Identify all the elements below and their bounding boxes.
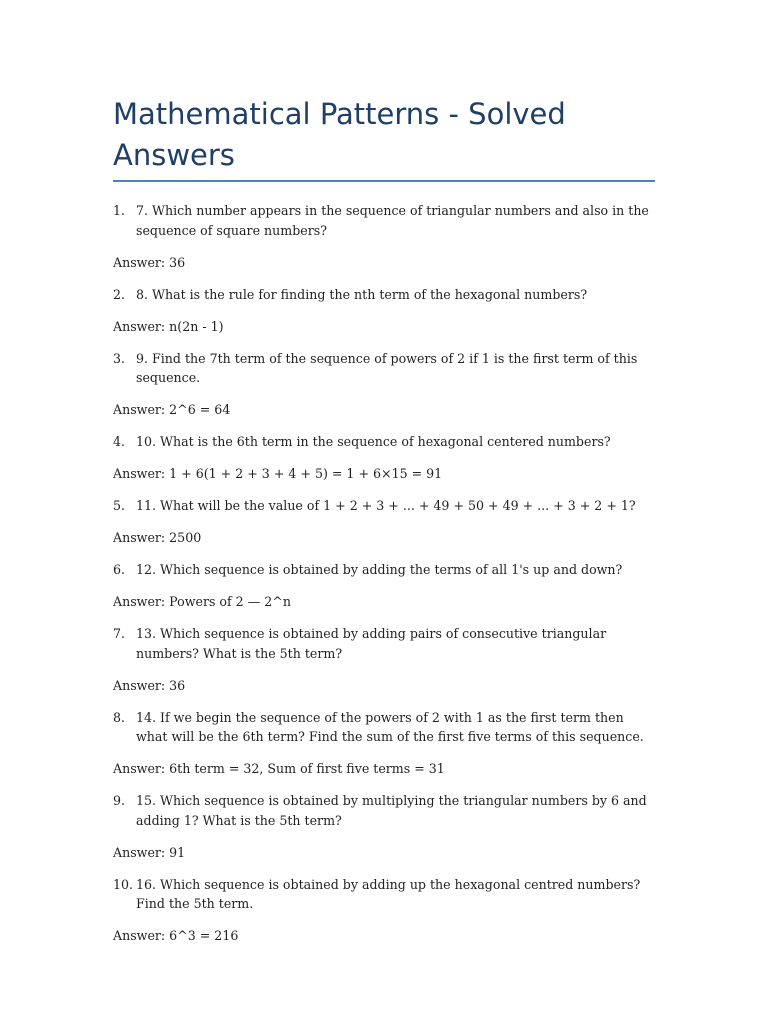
question-item-9 [113,791,658,830]
question-item-5 [113,496,658,516]
question-item-7 [113,624,658,663]
question-item-1 [113,201,658,240]
question-text: 9. Find the 7th term of the sequence of powers of 2 if 1 is the first term of this sequence. [136,350,638,385]
answer-text-6: Answer: Powers of 2 — 2^n [113,594,291,609]
question-item-3 [113,349,658,388]
question-number: 4. [113,434,126,449]
question-number: 3. [113,350,126,366]
answer-text-10: Answer: 6^3 = 216 [113,928,239,943]
question-text: 7. Which number appears in the sequence of triangular numbers and also in the sequence of square numbers? [136,203,649,238]
answer-text-7: Answer: 36 [113,677,186,693]
question-number: 9. [113,793,126,808]
question-text: 14. If we begin the sequence of the powers of 2 with 1 as the first term then what will be the 6th term? Find the sum of the first five terms of this sequence. [136,709,644,744]
question-text: 10. What is the 6th term in the sequence of hexagonal centered numbers? [136,434,611,449]
answer-text-2: Answer: n(2n - 1) [113,318,224,334]
answer-text-4: Answer: 1 + 6(1 + 2 + 3 + 4 + 5) = 1 + 6×15 = 91 [113,466,443,481]
question-item-10 [113,875,658,914]
question-text: 12. Which sequence is obtained by adding the terms of all 1's up and down? [136,562,623,577]
question-item-6 [113,560,658,580]
question-number: 1. [113,203,126,218]
question-number: 2. [113,286,126,302]
question-item-2 [113,285,658,305]
question-text: 13. Which sequence is obtained by adding pairs of consecutive triangular numbers? What is the 5th term? [136,626,607,661]
question-item-4 [113,432,658,452]
question-number: 6. [113,562,126,577]
title-underline [113,180,655,182]
answer-text-3: Answer: 2^6 = 64 [113,402,231,417]
question-item-8 [113,708,658,747]
question-number: 7. [113,626,126,641]
answer-text-5: Answer: 2500 [113,530,202,545]
question-text: 8. What is the rule for finding the nth term of the hexagonal numbers? [136,286,588,302]
answer-text-9: Answer: 91 [113,844,186,860]
page-title: Mathematical Patterns - Solved Answers [113,97,566,172]
question-text: 15. Which sequence is obtained by multiplying the triangular numbers by 6 and adding 1? What is the 5th term? [136,793,647,828]
question-list [113,201,658,958]
answer-text-8: Answer: 6th term = 32, Sum of first five terms = 31 [113,761,445,776]
question-number: 5. [113,498,126,513]
question-number: 10. [113,876,134,892]
answer-text-1: Answer: 36 [113,254,186,270]
question-text: 16. Which sequence is obtained by adding up the hexagonal centred numbers? Find the 5th term. [136,876,641,911]
question-text: 11. What will be the value of 1 + 2 + 3 + ... + 49 + 50 + 49 + ... + 3 + 2 + 1? [136,498,636,513]
question-number: 8. [113,709,126,725]
